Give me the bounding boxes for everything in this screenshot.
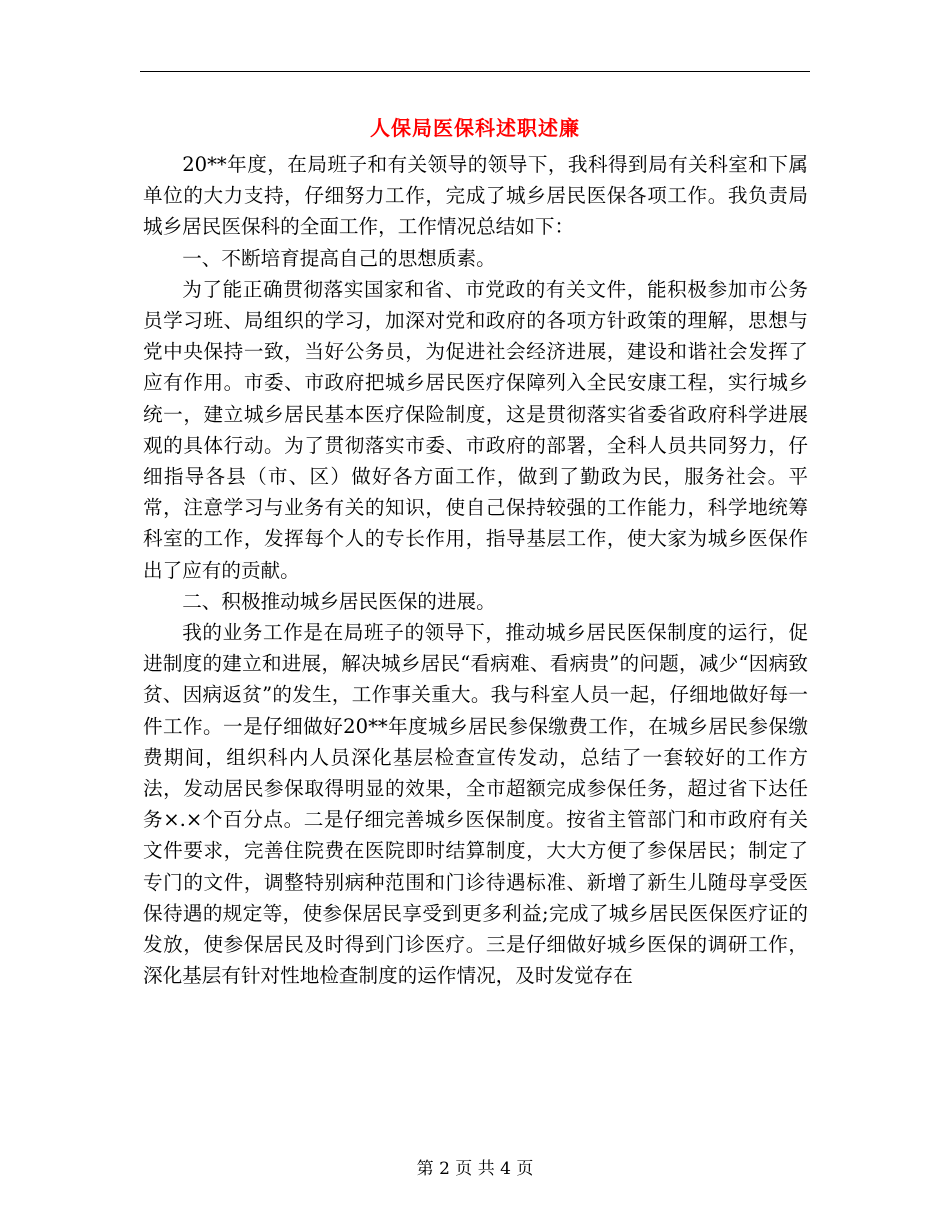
header-rule (140, 71, 810, 72)
paragraph-section-2: 我的业务工作是在局班子的领导下，推动城乡居民医保制度的运行，促进制度的建立和进展，解决城乡居民“看病难、看病贵”的问题，减少“因病致贫、因病返贫”的发生，工作事关重大。我与科室人员一起，仔细地做好每一件工作。一是仔细做好20**年度城乡居民参保缴费工作，在城乡居民参保缴费期间，组织科内人员深化基层检查宣传发动，总结了一套较好的工作方法，发动居民参保取得明显的效果，全市超额完成参保任务，超过省下达任务×.×个百分点。二是仔细完善城乡医保制度。按省主管部门和市政府有关文件要求，完善住院费在医院即时结算制度，大大方便了参保居民；制定了专门的文件，调整特别病种范围和门诊待遇标准、新增了新生儿随母享受医保待遇的规定等，使参保居民享受到更多利益;完成了城乡居民医保医疗证的发放，使参保居民及时得到门诊医疗。三是仔细做好城乡医保的调研工作，深化基层有针对性地检查制度的运作情况，及时发觉存在 (143, 621, 808, 988)
section-heading-2: 二、积极推动城乡居民医保的进展。 (182, 589, 496, 613)
paragraph-intro: 20**年度，在局班子和有关领导的领导下，我科得到局有关科室和下属单位的大力支持，仔细努力工作，完成了城乡居民医保各项工作。我负责局城乡居民医保科的全面工作，工作情况总结如下： (143, 153, 808, 239)
document-body (143, 149, 808, 991)
document-title: 人保局医保科述职述廉 (370, 116, 580, 140)
section-heading-1: 一、不断培育提高自己的思想质素。 (182, 246, 496, 270)
paragraph-section-1: 为了能正确贯彻落实国家和省、市党政的有关文件，能积极参加市公务员学习班、局组织的学习，加深对党和政府的各项方针政策的理解，思想与党中央保持一致，当好公务员，为促进社会经济进展，建设和谐社会发挥了应有作用。市委、市政府把城乡居民医疗保障列入全民安康工程，实行城乡统一，建立城乡居民基本医疗保险制度，这是贯彻落实省委省政府科学进展观的具体行动。为了贯彻落实市委、市政府的部署，全科人员共同努力，仔细指导各县（市、区）做好各方面工作，做到了勤政为民，服务社会。平常，注意学习与业务有关的知识，使自己保持较强的工作能力，科学地统筹科室的工作，发挥每个人的专长作用，指导基层工作，使大家为城乡医保作出了应有的贡献。 (143, 277, 808, 582)
page-footer: 第 2 页 共 4 页 (416, 1159, 534, 1179)
